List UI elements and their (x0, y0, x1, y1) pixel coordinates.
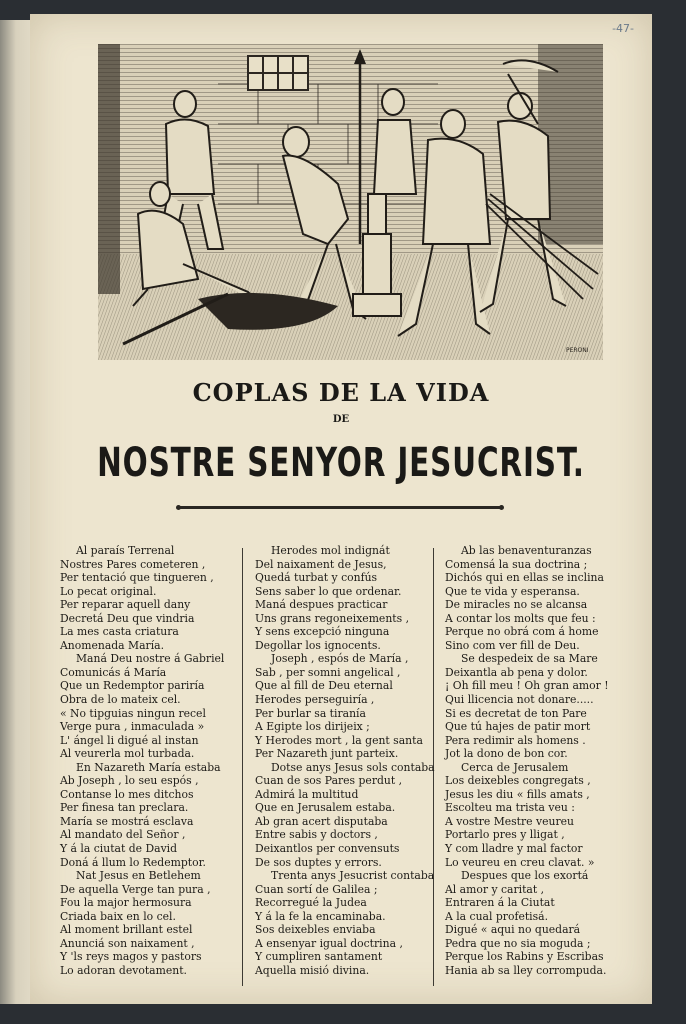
verse-line: En Nazareth María estaba (76, 760, 221, 774)
verse-line: « No tipguias ningun recel (60, 706, 206, 720)
verse-line: Cuan sortí de Galilea ; (255, 882, 378, 896)
title-connector: DE (332, 414, 350, 425)
verse-line: Jot la dono de bon cor. (445, 747, 568, 761)
verse-line: Del naixament de Jesus, (255, 557, 387, 571)
title-line-1: COPLAS DE LA VIDA (192, 378, 490, 407)
verse-line: Pedra que no sia moguda ; (445, 936, 591, 950)
verse-line: A ensenyar igual doctrina , (255, 936, 403, 950)
verse-line: Perque no obrá com á home (445, 625, 599, 639)
verse-line: Lo adoran devotament. (60, 963, 187, 977)
verse-line: Al mandato del Señor , (60, 828, 186, 842)
verse-line: L' ángel li digué al instan (60, 733, 199, 747)
verse-line: Per finesa tan preclara. (60, 801, 189, 815)
verse-line: Ab las benaventuranzas (461, 544, 592, 557)
verse-line: Sos deixebles enviaba (255, 923, 376, 937)
verse-line: Decretá Deu que vindria (60, 611, 195, 625)
verse-line: A la cual profetisá. (445, 909, 549, 923)
verse-line: Per Nazareth junt parteix. (255, 747, 399, 761)
verse-line: Deixantla ab pena y dolor. (445, 665, 588, 679)
verse-line: Comensá la sua doctrina ; (445, 557, 588, 571)
verse-line: Y á la fe la encaminaba. (255, 909, 386, 923)
verse-line: Recorregué la Judea (255, 896, 367, 910)
verse-line: Perque los Rabins y Escribas (445, 950, 604, 964)
verse-line: De miracles no se alcansa (445, 598, 588, 612)
verse-line: Digué « aqui no quedará (445, 923, 581, 937)
verse-line: Al moment brillant estel (60, 923, 193, 937)
verse-line: Nostres Pares cometeren , (60, 557, 206, 571)
text-column-2 (255, 544, 445, 978)
verse-line: Despues que los exortá (461, 869, 589, 883)
verse-line: Ab Joseph , lo seu espós , (60, 774, 199, 788)
verse-line: Que en Jerusalem estaba. (255, 801, 396, 815)
verse-line: Per burlar sa tiranía (255, 706, 366, 720)
verse-line: Trenta anys Jesucrist contaba (271, 869, 435, 883)
verse-line: Nat Jesus en Betlehem (76, 869, 201, 883)
verse-line: Contanse lo mes ditchos (60, 787, 194, 801)
verse-line: De aquella Verge tan pura , (60, 882, 211, 896)
title-line-2: NOSTRE SENYOR JESUCRIST. (97, 440, 585, 486)
verse-line: Fou la major hermosura (60, 896, 192, 910)
verse-line: Dotse anys Jesus sols contaba (271, 760, 435, 774)
verse-line: A contar los molts que feu : (445, 611, 596, 625)
verse-line: Cuan de sos Pares perdut , (255, 774, 403, 788)
verse-line: Admirá la multitud (255, 787, 359, 801)
verse-line: A Egipte los dirijeix ; (255, 720, 370, 734)
verse-line: Comunicás á María (60, 665, 167, 679)
verse-line: Hania ab sa lley corrompuda. (445, 963, 607, 977)
verse-line: Escolteu ma trista veu : (445, 801, 575, 815)
page-number: -47- (612, 22, 634, 35)
verse-line: Y á la ciutat de David (60, 842, 178, 856)
verse-line: Al veurerla mol turbada. (60, 747, 195, 761)
verse-line: Doná á llum lo Redemptor. (60, 855, 206, 869)
verse-line: Obra de lo mateix cel. (60, 693, 181, 707)
verse-line: Deixantlos per convensuts (255, 842, 400, 856)
verse-line: Uns grans regoneixements , (255, 611, 410, 625)
verse-line: Quedá turbat y confús (255, 571, 378, 585)
verse-line: Joseph , espós de María , (271, 652, 409, 666)
verse-line: De sos duptes y errors. (255, 855, 382, 869)
verse-line: Per tentació que tingueren , (60, 571, 214, 585)
verse-line: Portarlo pres y lligat , (445, 828, 565, 842)
verse-line: Que un Redemptor pariría (60, 679, 205, 693)
verse-line: Jesus les diu « fills amats , (445, 787, 590, 801)
verse-line: Que tú hajes de patir mort (445, 720, 591, 734)
verse-line: Herodes perseguiría , (255, 693, 375, 707)
verse-line: Per reparar aquell dany (60, 598, 191, 612)
verse-line: Lo pecat original. (60, 584, 157, 598)
verse-line: Dichós qui en ellas se inclina (445, 571, 604, 585)
verse-line: Al amor y caritat , (445, 882, 545, 896)
verse-line: Maná despues practicar (255, 598, 388, 612)
verse-line: A vostre Mestre veureu (445, 814, 574, 828)
verse-line: Criada baix en lo cel. (60, 909, 176, 923)
verse-line: Degollar los ignocents. (255, 638, 381, 652)
verse-line: Y cumpliren santament (255, 950, 383, 964)
flagellation-engraving-icon (98, 44, 603, 360)
verse-line: Herodes mol indignát (271, 544, 390, 557)
verse-line: Cerca de Jerusalem (461, 760, 569, 774)
verse-line: Ab gran acert disputaba (255, 814, 388, 828)
verse-line: Al paraís Terrenal (76, 544, 175, 557)
text-column-1 (60, 544, 256, 978)
verse-line: Qui llicencia not donare..... (445, 693, 594, 707)
verse-line: Entre sabis y doctors , (255, 828, 378, 842)
verse-line: Sab , per somni angelical , (255, 665, 401, 679)
verse-line: Entraren á la Ciutat (445, 896, 555, 910)
verse-line: Se despedeix de sa Mare (461, 652, 598, 666)
verse-line: María se mostrá esclava (60, 814, 194, 828)
verse-line: ¡ Oh fill meu ! Oh gran amor ! (445, 679, 609, 693)
verse-line: Maná Deu nostre á Gabriel (76, 652, 225, 666)
verse-line: Y sens excepció ninguna (255, 625, 390, 639)
title-divider-rule (180, 506, 500, 509)
verse-line: Que te vida y esperansa. (445, 584, 580, 598)
verse-line: Aquella misió divina. (255, 963, 370, 977)
document-page (30, 14, 652, 1004)
verse-line: Lo veureu en creu clavat. » (445, 855, 595, 869)
verse-line: Que al fill de Deu eternal (255, 679, 393, 693)
verse-line: Anunciá son naixament , (60, 936, 195, 950)
verse-line: Sino com ver fill de Deu. (445, 638, 580, 652)
verse-line: Y 'ls reys magos y pastors (60, 950, 202, 964)
verse-line: Pera redimir als homens . (445, 733, 586, 747)
engraver-signature: PERONI (566, 347, 589, 354)
verse-line: Sens saber lo que ordenar. (255, 584, 402, 598)
verse-line: Anomenada María. (60, 638, 165, 652)
verse-line: La mes casta criatura (60, 625, 179, 639)
verse-line: Verge pura , inmaculada » (60, 720, 205, 734)
verse-line: Y com lladre y mal factor (445, 842, 583, 856)
verse-line: Y Herodes mort , la gent santa (255, 733, 423, 747)
verse-line: Si es decretat de ton Pare (445, 706, 587, 720)
verse-line: Los deixebles congregats , (445, 774, 591, 788)
text-column-3 (445, 544, 650, 978)
